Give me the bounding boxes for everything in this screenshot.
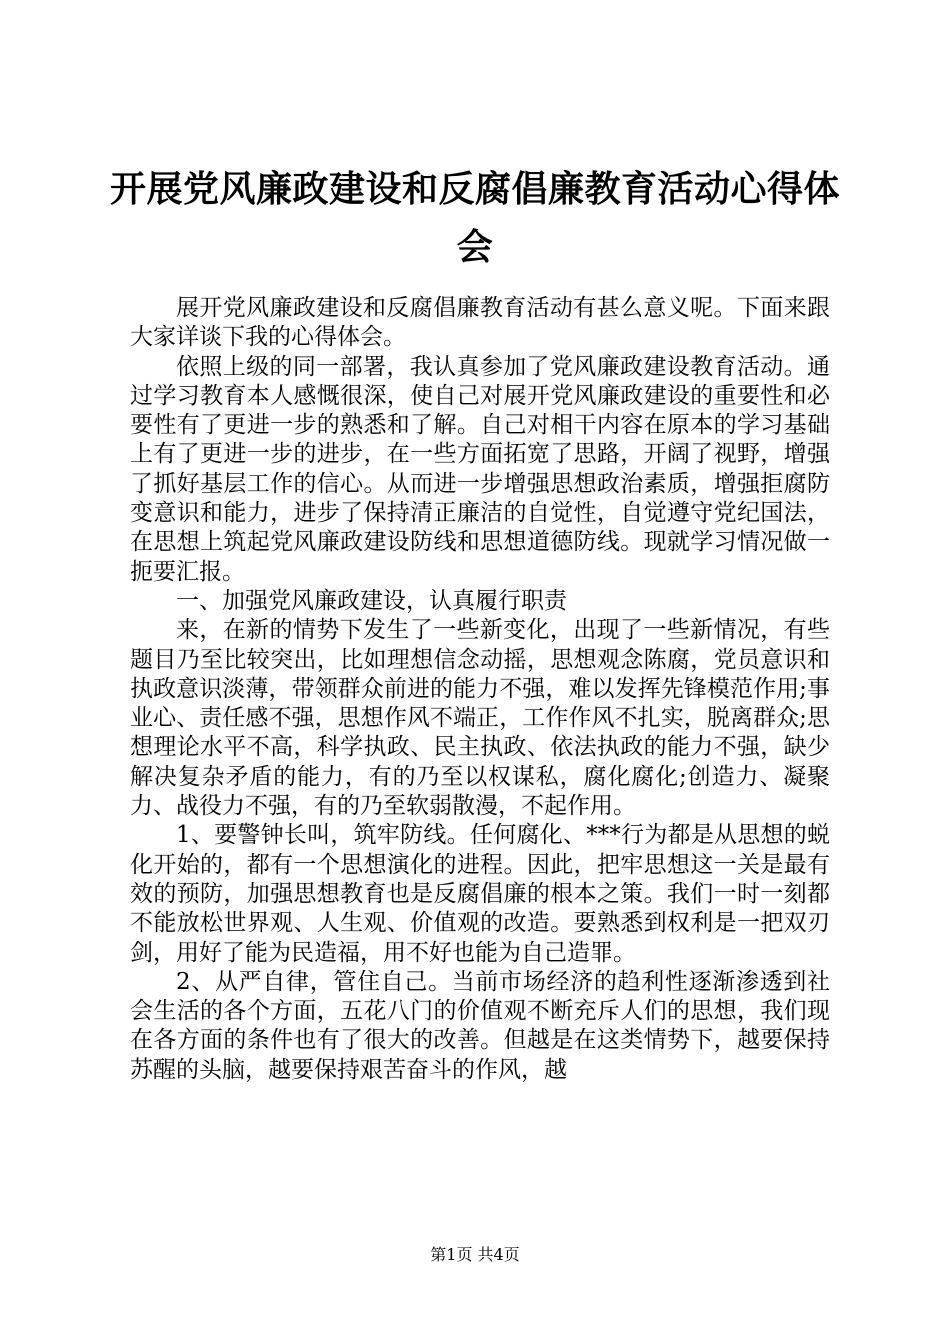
paragraph-intro: 展开党风廉政建设和反腐倡廉教育活动有甚么意义呢。下面来跟大家详谈下我的心得体会。 [130,295,830,351]
page-number-footer: 第1页 共4页 [430,1245,520,1264]
paragraph-point-2: 2、从严自律，管住自己。当前市场经济的趋利性逐渐渗透到社会生活的各个方面，五花八门的价值观不断充斥人们的思想，我们现在各方面的条件也有了很大的改善。但越是在这类情势下，越要保持苏醒的头脑，越要保持艰苦奋斗的作风，越 [130,968,830,1083]
paragraph-overview: 依照上级的同一部署，我认真参加了党风廉政建设教育活动。通过学习教育本人感慨很深，使自己对展开党风廉政建设的重要性和必要性有了更进一步的熟悉和了解。自己对相干内容在原本的学习基础上有了更进一步的进步，在一些方面拓宽了思路，开阔了视野，增强了抓好基层工作的信心。从而进一步增强思想政治素质，增强拒腐防变意识和能力，进步了保持清正廉洁的自觉性，自觉遵守党纪国法，在思想上筑起党风廉政建设防线和思想道德防线。现就学习情况做一扼要汇报。 [130,353,830,585]
paragraph-problems: 来，在新的情势下发生了一些新变化，出现了一些新情况，有些题目乃至比较突出，比如理想信念动摇，思想观念陈腐，党员意识和执政意识淡薄，带领群众前进的能力不强，难以发挥先锋模范作用;事业心、责任感不强，思想作风不端正，工作作风不扎实，脱离群众;思想理论水平不高，科学执政、民主执政、依法执政的能力不强，缺少解决复杂矛盾的能力，有的乃至以权谋私，腐化腐化;创造力、凝聚力、战役力不强，有的乃至软弱散漫，不起作用。 [130,617,830,820]
section-heading-1: 一、加强党风廉政建设，认真履行职责 [176,587,567,614]
document-title: 开展党风廉政建设和反腐倡廉教育活动心得体会 [110,168,841,268]
document-body [130,294,830,1085]
paragraph-point-1: 1、要警钟长叫，筑牢防线。任何腐化、***行为都是从思想的蜕化开始的，都有一个思想演化的进程。因此，把牢思想这一关是最有效的预防，加强思想教育也是反腐倡廉的根本之策。我们一时一刻都不能放松世界观、人生观、价值观的改造。要熟悉到权利是一把双刃剑，用好了能为民造福，用不好也能为自己造罪。 [130,822,830,966]
